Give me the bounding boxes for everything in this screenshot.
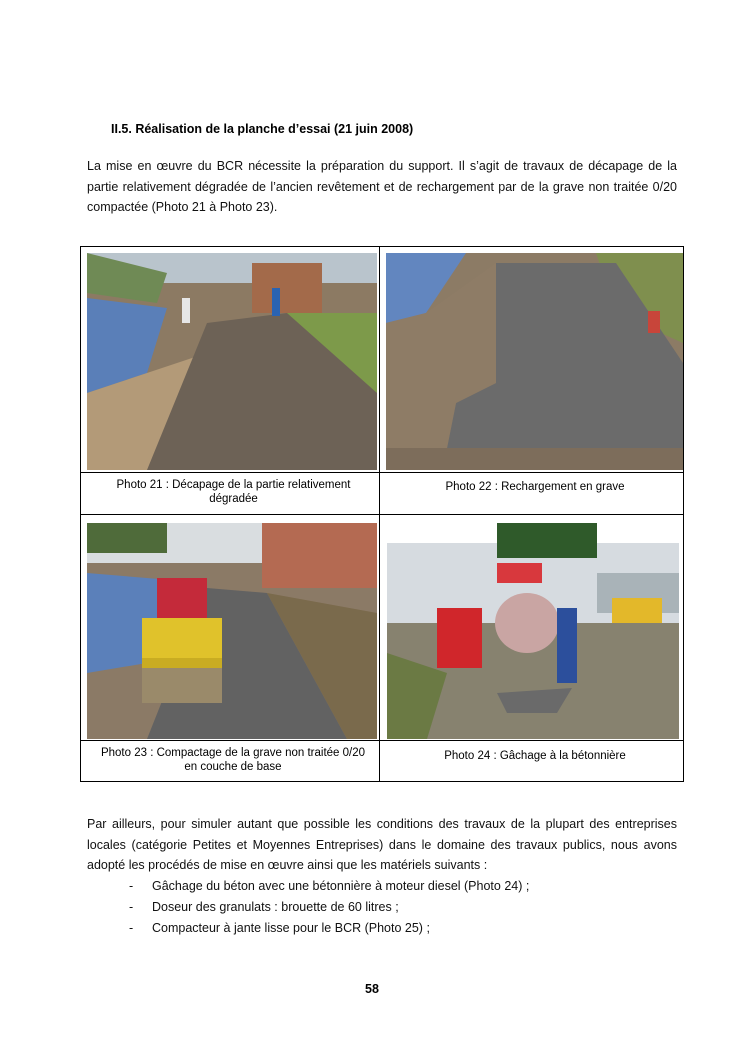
caption-divider-top bbox=[81, 472, 683, 473]
photo-23-image bbox=[87, 523, 377, 739]
equipment-list bbox=[87, 876, 677, 939]
photo-23-caption bbox=[89, 746, 377, 774]
list-item bbox=[87, 897, 677, 918]
list-bullet: - bbox=[129, 921, 134, 935]
photo-21-caption-line1: Photo 21 : Décapage de la partie relativement bbox=[116, 479, 351, 491]
photo-24-image bbox=[387, 523, 679, 739]
photo-24-caption-line1: Photo 24 : Gâchage à la bétonnière bbox=[444, 750, 626, 762]
list-item-text: Gâchage du béton avec une bétonnière à moteur diesel (Photo 24) ; bbox=[152, 879, 530, 893]
intro-paragraph: La mise en œuvre du BCR nécessite la préparation du support. Il s’agit de travaux de décapage de la partie relativement dégradée de l’ancien revêtement et de rechargement par de la grave non traitée 0/20 compactée (Photo 21 à Photo 23). bbox=[87, 159, 677, 214]
list-bullet: - bbox=[129, 879, 134, 893]
photo-table bbox=[80, 246, 684, 782]
list-item bbox=[87, 876, 677, 897]
photo-24-caption bbox=[387, 749, 683, 763]
photo-22-image bbox=[386, 253, 683, 470]
closing-paragraph: Par ailleurs, pour simuler autant que possible les conditions des travaux de la plupart des entreprises locales (catégorie Petites et Moyennes Entreprises) dans le domaine des travaux publics, nous avons adopté les procédés de mise en œuvre ainsi que les matériels suivants : bbox=[87, 817, 677, 872]
photo-22-caption bbox=[387, 480, 683, 494]
photo-21-caption bbox=[91, 478, 376, 506]
list-item bbox=[87, 918, 677, 939]
caption-divider-bottom bbox=[81, 740, 683, 741]
section-heading: II.5. Réalisation de la planche d’essai (21 juin 2008) bbox=[111, 122, 414, 136]
photo-21-caption-line2: dégradée bbox=[209, 493, 258, 505]
photo-23-caption-line1: Photo 23 : Compactage de la grave non traitée 0/20 bbox=[100, 747, 366, 759]
list-bullet: - bbox=[129, 900, 134, 914]
photo-21-image bbox=[87, 253, 377, 470]
table-divider-horizontal bbox=[81, 514, 683, 515]
page-number: 58 bbox=[365, 982, 379, 996]
list-item-text: Compacteur à jante lisse pour le BCR (Photo 25) ; bbox=[152, 921, 430, 935]
photo-23-caption-line2: en couche de base bbox=[184, 761, 282, 773]
photo-22-caption-line1: Photo 22 : Rechargement en grave bbox=[445, 481, 625, 493]
list-item-text: Doseur des granulats : brouette de 60 litres ; bbox=[152, 900, 399, 914]
